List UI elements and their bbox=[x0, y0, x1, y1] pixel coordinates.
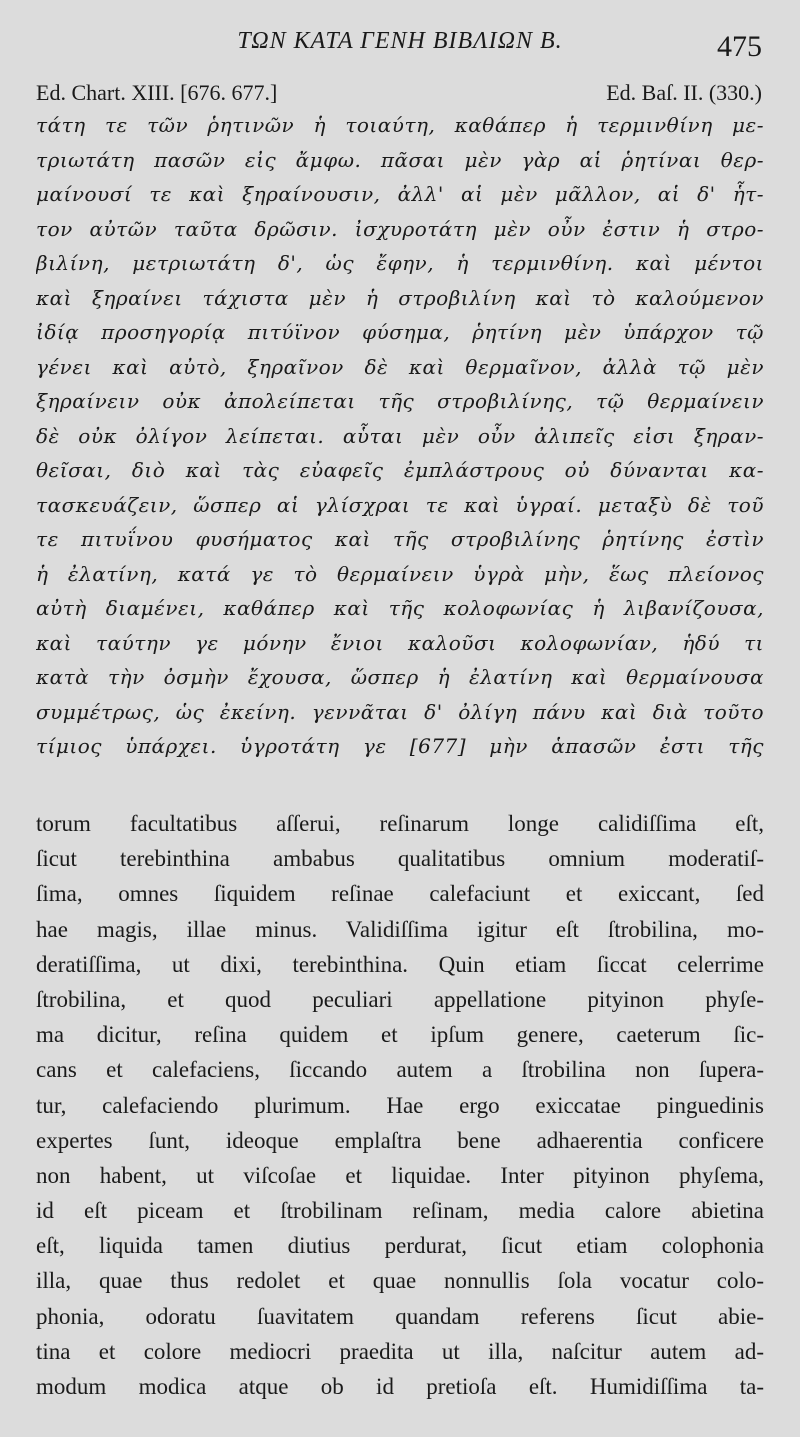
greek-line: τασκευάζειν, ὥσπερ αἱ γλίσχραι τε καὶ ὑγραί. μεταξὺ δὲ τοῦ bbox=[36, 492, 764, 517]
greek-line: τον αὐτῶν ταῦτα δρῶσιν. ἰσχυροτάτη μὲν οὖν ἐστιν ἡ στρο- bbox=[36, 216, 764, 241]
greek-line: καὶ ταύτην γε μόνην ἔνιοι καλοῦσι κολοφωνίαν, ἡδύ τι bbox=[36, 630, 764, 655]
running-title: ΤΩΝ ΚΑΤΑ ΓΕΝΗ ΒΙΒΛΙΩΝ Β. bbox=[237, 28, 563, 54]
latin-line: id eſt piceam et ſtrobilinam reſinam, media calore abietina bbox=[36, 1198, 764, 1224]
latin-line: deratiſſima, ut dixi, terebinthina. Quin etiam ſiccat celerrime bbox=[36, 951, 764, 977]
greek-line: μαίνουσί τε καὶ ξηραίνουσιν, ἀλλ' αἱ μὲν μᾶλλον, αἱ δ' ἧτ- bbox=[36, 182, 764, 206]
greek-line: βιλίνη, μετριωτάτη δ', ὡς ἔφην, ἡ τερμινθίνη. καὶ μέντοι bbox=[36, 251, 764, 275]
greek-line: καὶ ξηραίνει τάχιστα μὲν ἡ στροβιλίνη καὶ τὸ καλούμενον bbox=[36, 285, 764, 310]
latin-line: ſicut terebinthina ambabus qualitatibus omnium moderatiſ- bbox=[36, 846, 764, 872]
latin-line: non habent, ut viſcoſae et liquidae. Inter pityinon phyſema, bbox=[36, 1162, 764, 1188]
greek-line: δὲ οὐκ ὀλίγον λείπεται. αὗται μὲν οὖν ἀλιπεῖς εἰσι ξηραν- bbox=[36, 423, 764, 448]
latin-line: eſt, liquida tamen diutius perdurat, ſicut etiam colophonia bbox=[36, 1233, 764, 1259]
page-number: 475 bbox=[717, 30, 762, 63]
latin-line: torum facultatibus aſſerui, reſinarum longe calidiſſima eſt, bbox=[36, 811, 764, 836]
latin-line: tina et colore mediocri praedita ut illa, naſcitur autem ad- bbox=[36, 1338, 764, 1364]
greek-text-block bbox=[36, 108, 764, 764]
latin-line: cans et calefaciens, ſiccando autem a ſtrobilina non ſupera- bbox=[36, 1057, 764, 1083]
edition-reference-line bbox=[36, 80, 762, 106]
greek-line: ξηραίνειν οὐκ ἀπολείπεται τῆς στροβιλίνης, τῷ θερμαίνειν bbox=[36, 389, 764, 413]
greek-line: τριωτάτη πασῶν εἰς ἄμφω. πᾶσαι μὲν γὰρ αἱ ῥητίναι θερ- bbox=[36, 147, 764, 172]
latin-line: ſima, omnes ſiquidem reſinae calefaciunt et exiccant, ſed bbox=[36, 881, 764, 907]
greek-line: αὐτὴ διαμένει, καθάπερ καὶ τῆς κολοφωνίας ἡ λιβανίζουσα, bbox=[36, 596, 764, 620]
latin-line: ma dicitur, reſina quidem et ipſum genere, caeterum ſic- bbox=[36, 1022, 764, 1048]
latin-text-block bbox=[36, 806, 764, 1404]
latin-line: tur, calefaciendo plurimum. Hae ergo exiccatae pinguedinis bbox=[36, 1092, 764, 1118]
greek-line: κατὰ τὴν ὀσμὴν ἔχουσα, ὥσπερ ἡ ἐλατίνη καὶ θερμαίνουσα bbox=[36, 665, 764, 689]
greek-line: τάτη τε τῶν ῥητινῶν ἡ τοιαύτη, καθάπερ ἡ τερμινθίνη με- bbox=[36, 113, 764, 137]
greek-line: τίμιος ὑπάρχει. ὑγροτάτη γε [677] μὴν ἁπασῶν ἐστι τῆς bbox=[36, 734, 764, 758]
greek-line: τε πιτυΐνου φυσήματος καὶ τῆς στροβιλίνης ῥητίνης ἐστὶν bbox=[36, 527, 764, 551]
greek-line: ἰδίᾳ προσηγορίᾳ πιτύϊνον φύσημα, ῥητίνη μὲν ὑπάρχον τῷ bbox=[36, 320, 764, 344]
edition-basel-reference: Ed. Baſ. II. (330.) bbox=[606, 80, 762, 105]
edition-chartier-reference: Ed. Chart. XIII. [676. 677.] bbox=[36, 80, 278, 105]
greek-line: θεῖσαι, διὸ καὶ τὰς εὐαφεῖς ἐμπλάστρους οὐ δύνανται κα- bbox=[36, 458, 764, 482]
latin-line: expertes ſunt, ideoque emplaſtra bene adhaerentia conficere bbox=[36, 1127, 764, 1153]
latin-line: modum modica atque ob id pretioſa eſt. Humidiſſima ta- bbox=[36, 1374, 764, 1399]
greek-line: συμμέτρως, ὡς ἐκείνη. γεννᾶται δ' ὀλίγη πάνυ καὶ διὰ τοῦτο bbox=[36, 699, 764, 724]
latin-line: hae magis, illae minus. Validiſſima igitur eſt ſtrobilina, mo- bbox=[36, 916, 764, 942]
latin-line: illa, quae thus redolet et quae nonnullis ſola vocatur colo- bbox=[36, 1268, 764, 1294]
latin-line: ſtrobilina, et quod peculiari appellatione pityinon phyſe- bbox=[36, 986, 764, 1012]
latin-line: phonia, odoratu ſuavitatem quandam referens ſicut abie- bbox=[36, 1303, 764, 1329]
greek-line: γένει καὶ αὐτὸ, ξηραῖνον δὲ καὶ θερμαῖνον, ἀλλὰ τῷ μὲν bbox=[36, 354, 764, 379]
greek-line: ἡ ἐλατίνη, κατά γε τὸ θερμαίνειν ὑγρὰ μὴν, ἕως πλείονος bbox=[36, 561, 764, 586]
